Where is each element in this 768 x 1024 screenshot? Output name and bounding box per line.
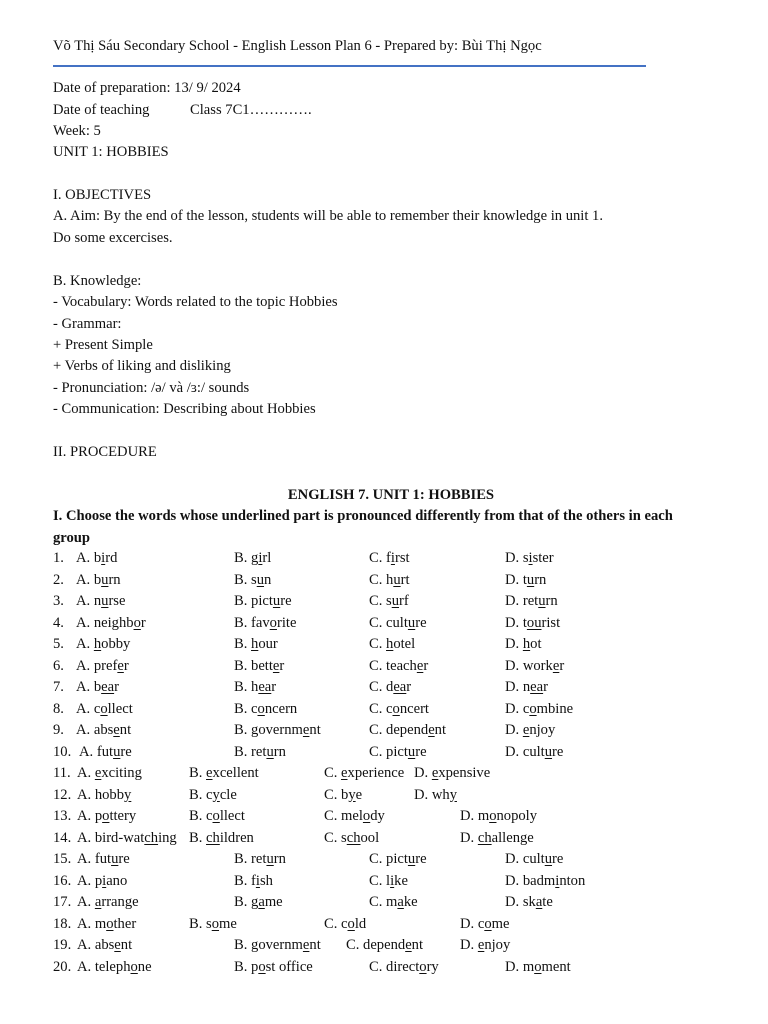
question-row [53, 656, 753, 677]
question-row [53, 892, 753, 913]
answer-option: D. enjoy [460, 937, 511, 953]
answer-option: B. game [234, 894, 283, 910]
question-row [53, 677, 753, 698]
answer-option: A. neighbor [76, 614, 146, 631]
answer-option: C. bye [324, 786, 363, 803]
question-number: 20. [53, 958, 72, 975]
answer-option: C. like [369, 872, 408, 889]
answer-option: D. tourist [505, 614, 561, 631]
week-label: Week: 5 [53, 123, 101, 139]
question-number: 9. [53, 722, 64, 738]
answer-option: B. children [189, 829, 254, 846]
date-of-teaching-label: Date of teaching [53, 102, 150, 118]
answer-option: B. government [234, 722, 321, 738]
answer-option: D. near [505, 679, 548, 695]
knowledge-item: - Grammar: [53, 316, 122, 332]
answer-option: D. culture [505, 851, 564, 867]
exercise-title: ENGLISH 7. UNIT 1: HOBBIES [287, 487, 495, 503]
answer-option: A. absent [77, 937, 133, 953]
answer-option: A. prefer [76, 657, 129, 674]
question-row [53, 806, 753, 827]
question-row [53, 634, 753, 655]
answer-option: C. first [369, 550, 410, 566]
answer-option: B. cycle [189, 786, 237, 803]
answer-option: D. worker [505, 657, 565, 674]
question-number: 17. [53, 894, 72, 910]
question-number: 19. [53, 937, 72, 953]
answer-option: C. dependent [346, 937, 424, 953]
question-row [53, 570, 753, 591]
answer-option: D. badminton [505, 872, 586, 889]
answer-option: D. culture [505, 743, 564, 760]
answer-option: B. some [189, 915, 237, 932]
answer-option: C. cold [324, 915, 367, 932]
answer-option: A. burn [76, 571, 121, 588]
answer-option: A. piano [77, 872, 128, 889]
question-number: 2. [53, 571, 64, 588]
answer-option: C. culture [369, 614, 427, 631]
answer-option: C. hotel [369, 636, 416, 652]
answer-option: B. hear [234, 679, 277, 695]
question-row [53, 763, 753, 784]
answer-option: C. dear [369, 679, 412, 695]
class-label: Class 7C1…………. [190, 102, 312, 118]
question-number: 16. [53, 872, 72, 889]
question-row [53, 828, 753, 849]
answer-option: B. girl [234, 550, 272, 566]
answer-option: D. skate [505, 894, 553, 910]
question-number: 6. [53, 657, 64, 674]
answer-option: B. concern [234, 700, 298, 717]
answer-option: B. picture [234, 593, 292, 609]
answer-option: B. collect [189, 808, 245, 824]
question-number: 1. [53, 550, 64, 566]
answer-option: B. hour [234, 636, 278, 652]
answer-option: B. post office [234, 958, 313, 975]
answer-option: B. excellent [189, 765, 259, 781]
answer-option: C. picture [369, 851, 427, 867]
question-number: 11. [53, 765, 71, 781]
question-row [53, 914, 753, 935]
question-number: 8. [53, 700, 64, 717]
question-number: 14. [53, 829, 72, 846]
question-row [53, 785, 753, 806]
answer-option: D. expensive [414, 765, 491, 781]
question-row [53, 849, 753, 870]
answer-option: C. melody [324, 808, 385, 824]
procedure-heading: II. PROCEDURE [53, 444, 157, 460]
question-row [53, 720, 753, 741]
answer-option: C. dependent [369, 722, 447, 738]
answer-option: D. turn [505, 571, 547, 588]
answer-option: A. collect [76, 700, 133, 717]
unit-label: UNIT 1: HOBBIES [53, 144, 169, 160]
answer-option: A. future [79, 743, 132, 760]
answer-option: B. return [234, 851, 286, 867]
answer-option: A. telephone [77, 958, 152, 975]
objectives-aim: A. Aim: By the end of the lesson, students will be able to remember their knowledge in unit 1. [53, 208, 604, 224]
answer-option: A. bird-watching [77, 829, 177, 846]
answer-option: D. monopoly [460, 808, 538, 824]
page-header: Võ Thị Sáu Secondary School - English Lesson Plan 6 - Prepared by: Bùi Thị Ngọc [53, 38, 542, 54]
question-row [53, 613, 753, 634]
question-row [53, 699, 753, 720]
answer-option: D. enjoy [505, 722, 556, 738]
question-row [53, 591, 753, 612]
answer-option: D. sister [505, 550, 554, 566]
question-number: 7. [53, 679, 64, 695]
knowledge-item: + Verbs of liking and disliking [53, 358, 231, 374]
question-row [53, 548, 753, 569]
exercise-instruction: I. Choose the words whose underlined part is pronounced differently from that of the others in each group [53, 508, 673, 546]
answer-option: B. sun [234, 571, 272, 588]
answer-option: A. exciting [77, 765, 142, 781]
knowledge-item: - Vocabulary: Words related to the topic Hobbies [53, 294, 338, 310]
answer-option: A. hobby [76, 636, 131, 652]
answer-option: A. pottery [77, 808, 137, 824]
answer-option: C. school [324, 829, 380, 846]
answer-option: D. challenge [460, 829, 534, 846]
answer-option: B. government [234, 937, 321, 953]
answer-option: C. picture [369, 743, 427, 760]
answer-option: C. directory [369, 958, 439, 975]
question-number: 18. [53, 915, 72, 932]
answer-option: B. return [234, 743, 286, 760]
header-rule [53, 65, 646, 67]
answer-option: D. come [460, 915, 510, 932]
date-of-teaching-row [53, 100, 312, 120]
answer-option: A. hobby [77, 786, 132, 803]
knowledge-item: - Pronunciation: /ə/ và /ɜ:/ sounds [53, 380, 250, 396]
objectives-heading: I. OBJECTIVES [53, 187, 152, 203]
question-number: 4. [53, 614, 64, 631]
question-number: 12. [53, 786, 72, 803]
answer-option: A. bear [76, 679, 119, 695]
question-number: 10. [53, 743, 72, 760]
answer-option: A. future [77, 851, 130, 867]
answer-option: D. why [414, 786, 457, 803]
answer-option: C. make [369, 894, 418, 910]
objectives-aim-continued: Do some excercises. [53, 230, 173, 246]
answer-option: A. arrange [77, 894, 139, 910]
date-of-preparation: Date of preparation: 13/ 9/ 2024 [53, 80, 241, 96]
answer-option: B. fish [234, 872, 273, 889]
answer-option: C. hurt [369, 571, 410, 588]
question-number: 13. [53, 808, 72, 824]
question-row [53, 871, 753, 892]
answer-option: A. bird [76, 550, 118, 566]
answer-option: A. nurse [76, 593, 126, 609]
knowledge-item: + Present Simple [53, 337, 153, 353]
question-row [53, 935, 753, 956]
knowledge-heading: B. Knowledge: [53, 273, 142, 289]
answer-option: D. moment [505, 958, 571, 975]
answer-option: C. concert [369, 700, 429, 717]
answer-option: B. favorite [234, 614, 297, 631]
knowledge-item: - Communication: Describing about Hobbies [53, 401, 316, 417]
question-row [53, 957, 753, 978]
question-row [53, 742, 753, 763]
answer-option: A. absent [76, 722, 132, 738]
question-number: 15. [53, 851, 72, 867]
answer-option: A. mother [77, 915, 137, 932]
question-number: 5. [53, 636, 64, 652]
answer-option: C. experience [324, 765, 405, 781]
answer-option: D. return [505, 593, 558, 609]
answer-option: C. surf [369, 593, 409, 609]
answer-option: B. better [234, 657, 285, 674]
answer-option: C. teacher [369, 657, 429, 674]
question-number: 3. [53, 593, 64, 609]
answer-option: D. combine [505, 700, 574, 717]
answer-option: D. hot [505, 636, 542, 652]
